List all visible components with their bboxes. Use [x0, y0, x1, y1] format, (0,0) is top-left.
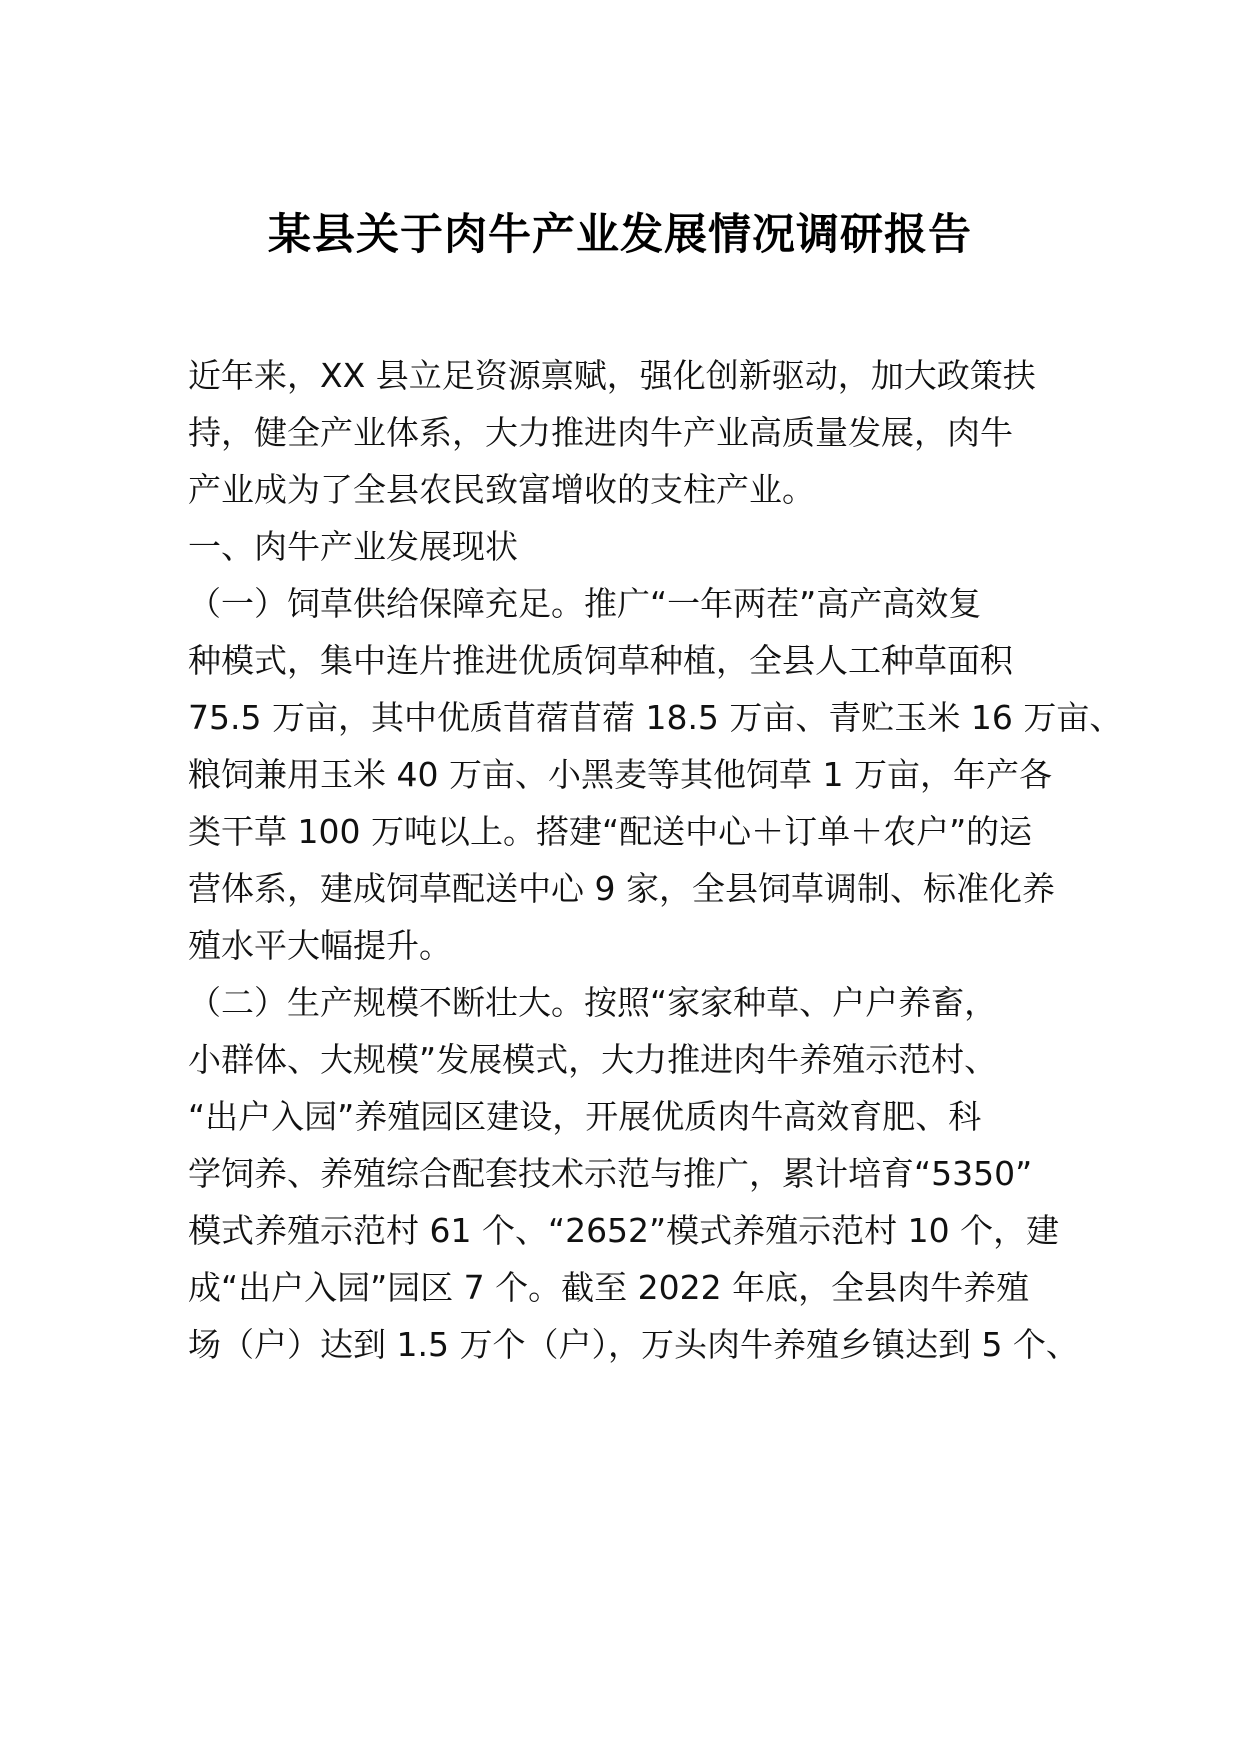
body-line-12: （二）生产规模不断壮大。按照“家家种草、户户养畜，: [188, 983, 998, 1022]
body-line-7: 75.5 万亩，其中优质苜蓿苜蓿 18.5 万亩、青贮玉米 16 万亩、: [188, 698, 1123, 737]
body-line-2: 持，健全产业体系，大力推进肉牛产业高质量发展，肉牛: [188, 413, 1013, 452]
body-line-8: 粮饲兼用玉米 40 万亩、小黑麦等其他饲草 1 万亩，年产各: [188, 755, 1052, 794]
body-line-17: 成“出户入园”园区 7 个。截至 2022 年底，全县肉牛养殖: [188, 1268, 1030, 1307]
body-line-1: 近年来，XX 县立足资源禀赋，强化创新驱动，加大政策扶: [188, 356, 1036, 395]
body-line-6: 种模式，集中连片推进优质饲草种植，全县人工种草面积: [188, 641, 1013, 680]
body-line-14: “出户入园”养殖园区建设，开展优质肉牛高效育肥、科: [188, 1097, 982, 1136]
body-line-16: 模式养殖示范村 61 个、“2652”模式养殖示范村 10 个，建: [188, 1211, 1060, 1250]
body-line-15: 学饲养、养殖综合配套技术示范与推广，累计培育“5350”: [188, 1154, 1033, 1193]
body-line-5: （一）饲草供给保障充足。推广“一年两茬”高产高效复: [188, 584, 982, 623]
body-line-11: 殖水平大幅提升。: [188, 926, 452, 965]
body-line-9: 类干草 100 万吨以上。搭建“配送中心＋订单＋农户”的运: [188, 812, 1033, 851]
body-line-3: 产业成为了全县农民致富增收的支柱产业。: [188, 470, 815, 509]
body-line-18: 场（户）达到 1.5 万个（户），万头肉牛养殖乡镇达到 5 个、: [188, 1325, 1079, 1364]
body-line-10: 营体系，建成饲草配送中心 9 家，全县饲草调制、标准化养: [188, 869, 1055, 908]
section-heading-1: 一、肉牛产业发展现状: [188, 527, 518, 566]
body-line-13: 小群体、大规模”发展模式，大力推进肉牛养殖示范村、: [188, 1040, 998, 1079]
document-title: 某县关于肉牛产业发展情况调研报告: [268, 210, 972, 260]
